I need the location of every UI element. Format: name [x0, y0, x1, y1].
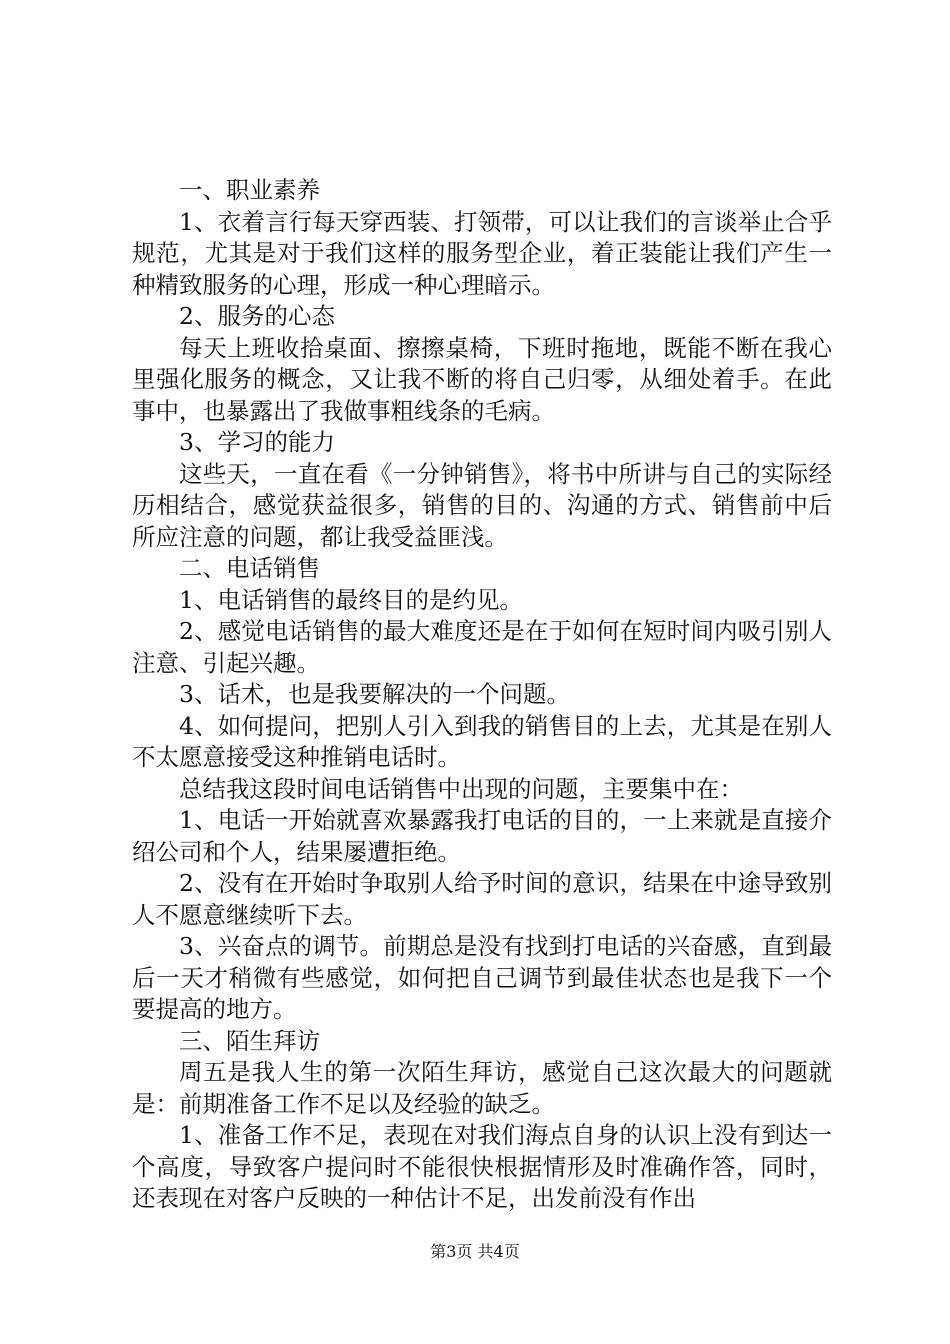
paragraph: 周五是我人生的第一次陌生拜访，感觉自己这次最大的问题就是：前期准备工作不足以及经验的缺乏。	[132, 1058, 832, 1118]
page-footer: 第3页 共4页	[430, 1242, 520, 1261]
paragraph: 1、准备工作不足，表现在对我们海点自身的认识上没有到达一个高度，导致客户提问时不能很快根据情形及时准确作答，同时，还表现在对客户反映的一种估计不足，出发前没有作出	[132, 1121, 832, 1212]
paragraph: 1、电话销售的最终目的是约见。	[179, 585, 523, 614]
paragraph: 3、话术，也是我要解决的一个问题。	[179, 680, 570, 708]
subheading: 3、学习的能力	[179, 428, 335, 456]
paragraph: 这些天，一直在看《一分钟销售》，将书中所讲与自己的实际经历相结合，感觉获益很多，销售的目的、沟通的方式、销售前中后所应注意的问题，都让我受益匪浅。	[132, 459, 832, 551]
paragraph: 每天上班收拾桌面、擦擦桌椅，下班时拖地，既能不断在我心里强化服务的概念，又让我不断的将自己归零，从细处着手。在此事中，也暴露出了我做事粗线条的毛病。	[132, 333, 832, 425]
paragraph: 4、如何提问，把别人引入到我的销售目的上去，尤其是在别人不太愿意接受这种推销电话时。	[132, 711, 832, 771]
heading-phone-sales: 二、电话销售	[179, 554, 320, 582]
paragraph: 1、电话一开始就喜欢暴露我打电话的目的，一上来就是直接介绍公司和个人，结果屡遭拒绝。	[132, 806, 832, 866]
paragraph: 3、兴奋点的调节。前期总是没有找到打电话的兴奋感，直到最后一天才稍微有些感觉，如何把自己调节到最佳状态也是我下一个要提高的地方。	[132, 932, 832, 1023]
paragraph: 2、没有在开始时争取别人给予时间的意识，结果在中途导致别人不愿意继续听下去。	[132, 869, 832, 929]
heading-cold-visit: 三、陌生拜访	[179, 1026, 320, 1055]
subheading: 2、服务的心态	[179, 302, 335, 330]
paragraph: 2、感觉电话销售的最大难度还是在于如何在短时间内吸引别人注意、引起兴趣。	[132, 617, 832, 677]
document-body	[132, 175, 832, 1215]
heading-professional-quality: 一、职业素养	[179, 176, 320, 204]
paragraph: 总结我这段时间电话销售中出现的问题，主要集中在：	[179, 774, 743, 803]
paragraph: 1、衣着言行每天穿西装、打领带，可以让我们的言谈举止合乎规范，尤其是对于我们这样的服务型企业，着正装能让我们产生一种精致服务的心理，形成一种心理暗示。	[132, 207, 832, 299]
